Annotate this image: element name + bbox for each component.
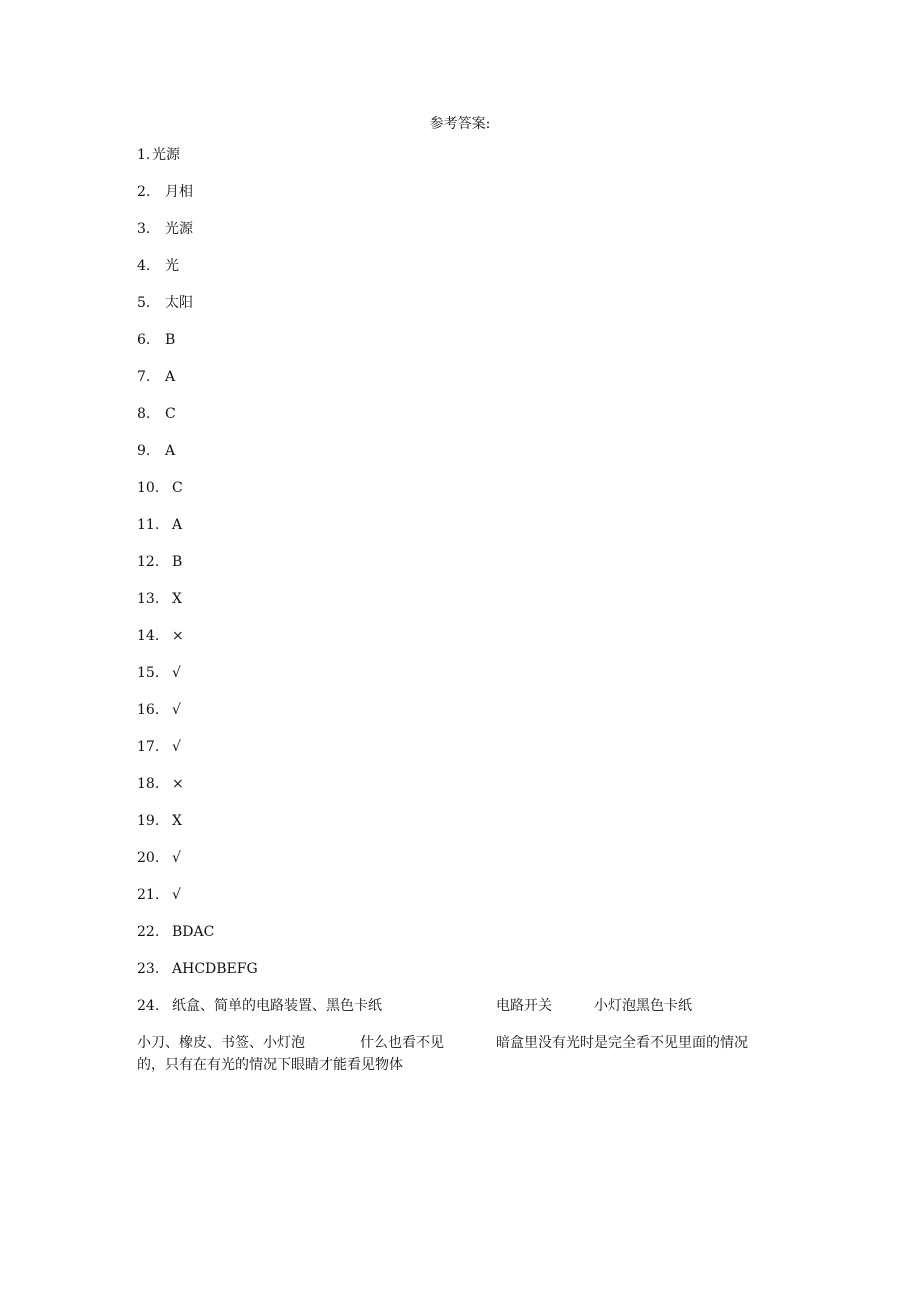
answer-number: 10.: [137, 480, 160, 496]
answer-value: AHCDBEFG: [172, 961, 258, 977]
answer-24-line: [137, 995, 797, 1032]
answer-item: [137, 699, 797, 736]
answer-item: [137, 921, 797, 958]
answer-number: 13.: [137, 591, 160, 607]
answer-item: [137, 958, 797, 995]
answer-number: 16.: [137, 702, 160, 718]
answer-number: 3.: [137, 221, 151, 237]
answer-number: 24.: [137, 998, 160, 1014]
answer-number: 14.: [137, 628, 160, 644]
answer-24-line: [137, 1032, 797, 1054]
answer-item: [137, 773, 797, 810]
answer-item: [137, 477, 797, 514]
answer-value: √: [172, 665, 181, 681]
answer-list: [137, 144, 797, 995]
answer-item: [137, 255, 797, 292]
answer-item: [137, 810, 797, 847]
answer-number: 18.: [137, 776, 160, 792]
answer-value: C: [165, 406, 176, 422]
answer-value: √: [172, 739, 181, 755]
answer-item: [137, 847, 797, 884]
answer-value: X: [172, 813, 182, 829]
answer-number: 6.: [137, 332, 151, 348]
answer-number: 8.: [137, 406, 151, 422]
answer-number: 15.: [137, 665, 160, 681]
answer-item: [137, 440, 797, 477]
answer-24-block: [137, 995, 797, 1076]
answer-value: A: [165, 369, 176, 385]
answer-value: 光: [165, 258, 179, 274]
answer-number: 7.: [137, 369, 151, 385]
answer-item: [137, 292, 797, 329]
answer-item: [137, 181, 797, 218]
answer-item: [137, 403, 797, 440]
answer-value: 光源: [152, 147, 180, 163]
answer-24-tools: 小刀、橡皮、书签、小灯泡: [137, 1035, 305, 1051]
answer-number: 17.: [137, 739, 160, 755]
answer-item: [137, 662, 797, 699]
answer-24-switch: 电路开关: [496, 998, 552, 1014]
answer-value: X: [172, 591, 182, 607]
answer-item: [137, 551, 797, 588]
answer-value: 月相: [165, 184, 193, 200]
answer-value: ×: [172, 628, 184, 644]
answer-number: 21.: [137, 887, 160, 903]
answer-value: BDAC: [172, 924, 215, 940]
answer-24-conclusion: 暗盒里没有光时是完全看不见里面的情况: [496, 1035, 748, 1051]
answer-number: 4.: [137, 258, 151, 274]
answer-number: 11.: [137, 517, 160, 533]
answer-item: [137, 625, 797, 662]
answer-item: [137, 366, 797, 403]
answer-24-bulb-card: 小灯泡黑色卡纸: [594, 998, 692, 1014]
answer-24-materials: 纸盒、简单的电路装置、黑色卡纸: [172, 998, 382, 1014]
answer-number: 12.: [137, 554, 160, 570]
answer-value: √: [172, 850, 181, 866]
answer-item: [137, 218, 797, 255]
answer-value: B: [165, 332, 176, 348]
answer-24-conclusion-continued: 的，只有在有光的情况下眼睛才能看见物体: [137, 1057, 403, 1073]
answer-value: 太阳: [165, 295, 193, 311]
answer-item: [137, 736, 797, 773]
answer-number: 1.: [137, 147, 151, 163]
answer-number: 20.: [137, 850, 160, 866]
answer-number: 5.: [137, 295, 151, 311]
answer-item: [137, 329, 797, 366]
answer-number: 2.: [137, 184, 151, 200]
answer-value: B: [172, 554, 183, 570]
answer-item: [137, 588, 797, 625]
answer-item: [137, 144, 797, 181]
answer-value: √: [172, 702, 181, 718]
answer-value: √: [172, 887, 181, 903]
answer-24-observation: 什么也看不见: [360, 1035, 444, 1051]
answer-value: A: [165, 443, 176, 459]
answer-item: [137, 514, 797, 551]
answer-value: C: [172, 480, 183, 496]
answer-item: [137, 884, 797, 921]
answer-number: 9.: [137, 443, 151, 459]
answer-number: 19.: [137, 813, 160, 829]
answer-number: 22.: [137, 924, 160, 940]
answer-value: 光源: [165, 221, 193, 237]
page-title: 参考答案:: [429, 116, 491, 132]
answer-number: 23.: [137, 961, 160, 977]
answer-value: ×: [172, 776, 184, 792]
answer-value: A: [172, 517, 183, 533]
